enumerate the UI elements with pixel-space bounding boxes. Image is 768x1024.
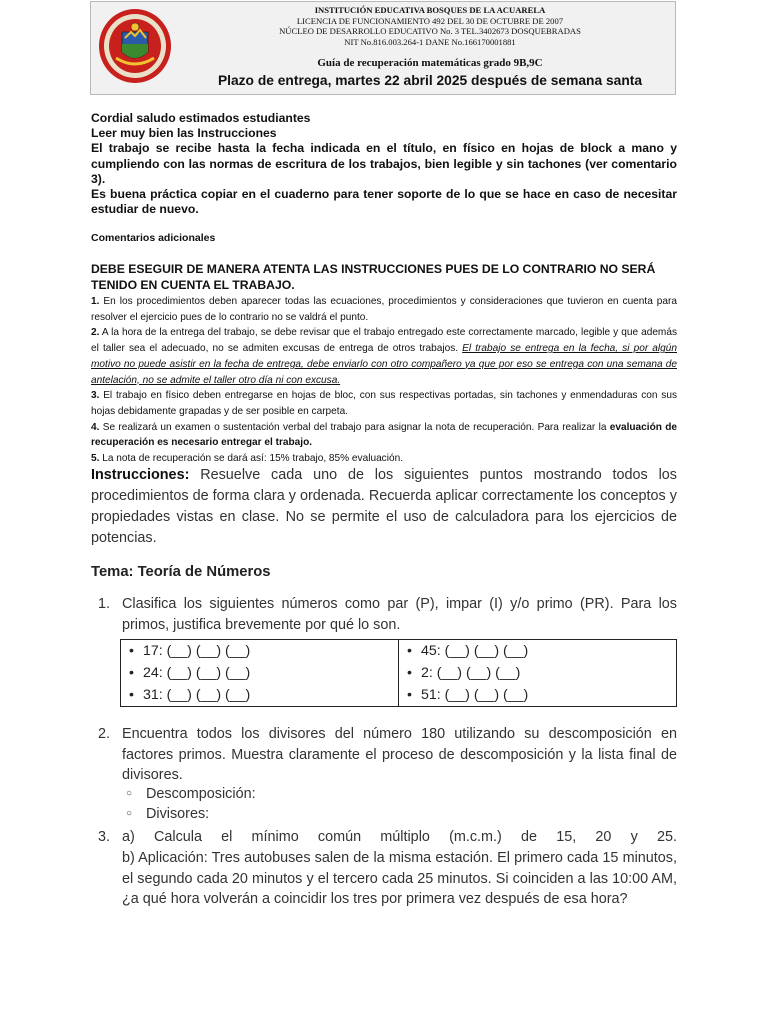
- nit-line: NIT No.816.003.264-1 DANE No.166170001881: [344, 36, 516, 47]
- question-1: [98, 594, 677, 636]
- comment-item: [91, 420, 677, 451]
- list-item: • 45: (__) (__) (__): [407, 643, 529, 659]
- table-column-left: [121, 640, 399, 707]
- guide-title: Guía de recuperación matemáticas grado 9B,9C: [317, 57, 543, 69]
- question-part-b: b) Aplicación: Tres autobuses salen de la misma estación. El primero cada 15 minutos, el segundo cada 20 minutos y el tercero cada 25 minutos. Si coinciden a las 10:00 AM, ¿a qué hora volverán a coincidir los tres por primera vez después de esa hora?: [122, 850, 677, 907]
- instructions-paragraph: [91, 465, 677, 549]
- question-text: Encuentra todos los divisores del número 180 utilizando su descomposición en factores primos. Muestra claramente el proceso de descomposición y la lista final de divisores.: [122, 726, 677, 783]
- warning-text: DEBE ESEGUIR DE MANERA ATENTA LAS INSTRUCCIONES PUES DE LO CONTRARIO NO SERÁ TENIDO EN CUENTA EL TRABAJO.: [91, 262, 656, 292]
- institution-name: INSTITUCIÓN EDUCATIVA BOSQUES DE LA ACUARELA: [314, 5, 546, 15]
- read-instructions: Leer muy bien las Instrucciones: [91, 126, 277, 141]
- delivery-note: El trabajo se recibe hasta la fecha indicada en el título, en físico en hojas de block a mano y cumpliendo con las normas de escritura de los trabajos, bien legible y sin tachones (ver comentario 3).: [91, 141, 677, 186]
- comment-emphasis: El trabajo se entrega en la fecha, si por algún motivo no puede asistir en la fecha de entrega, debe enviarlo con otro compañero ya que por eso se entrega con una semana de antelación, no se admite el taller otro día ni con excusa.: [91, 343, 677, 386]
- sub-item-divisors: ○ Divisores:: [126, 806, 210, 822]
- instructions-text: Resuelve cada uno de los siguientes puntos mostrando todos los procedimientos de forma clara y ordenada. Recuerda aplicar correctamente los conceptos y propiedades vistas en clase. No se permite el uso de calculadora para los ejercicios de potencias.: [91, 467, 677, 546]
- comment-number: 1.: [91, 296, 100, 307]
- list-item: • 17: (__) (__) (__): [129, 643, 251, 659]
- comment-item: [91, 388, 677, 419]
- comment-item: [91, 325, 677, 388]
- comments-title: Comentarios adicionales: [91, 232, 216, 244]
- list-item: • 31: (__) (__) (__): [129, 687, 251, 703]
- intro-section: [91, 111, 677, 217]
- header-box: [90, 1, 676, 95]
- question-number: 1.: [98, 596, 111, 612]
- list-item: • 24: (__) (__) (__): [129, 665, 251, 681]
- practice-note: Es buena práctica copiar en el cuaderno para tener soporte de lo que se hace en caso de necesitar estudiar de nuevo.: [91, 187, 677, 217]
- list-item: • 51: (__) (__) (__): [407, 687, 529, 703]
- deadline-title: Plazo de entrega, martes 22 abril 2025 después de semana santa: [217, 73, 643, 88]
- list-item: • 2: (__) (__) (__): [407, 665, 521, 681]
- question-number: 2.: [98, 726, 111, 742]
- license-line: LICENCIA DE FUNCIONAMIENTO 492 DEL 30 DE OCTUBRE DE 2007: [296, 15, 564, 26]
- question-text: Clasifica los siguientes números como par (P), impar (I) y/o primo (PR). Para los primos, justifica brevemente por qué lo son.: [122, 596, 677, 633]
- topic-heading: Tema: Teoría de Números: [91, 564, 271, 580]
- school-shield-logo: [98, 8, 172, 84]
- comment-text: Se realizará un examen o sustentación verbal del trabajo para asignar la nota de recuperación. Para realizar la: [102, 421, 610, 433]
- comment-text: El trabajo en físico deben entregarse en hojas de bloc, con sus respectivas portadas, sin tachones y enmendaduras con sus hojas debidamente grapadas y de ser posible en carpeta.: [91, 390, 677, 417]
- comment-number: 3.: [91, 390, 100, 402]
- table-column-right: [399, 640, 677, 707]
- comments-list: [91, 294, 677, 467]
- question-2: [98, 724, 677, 788]
- question-part-a: a) Calcula el mínimo común múltiplo (m.c.m.) de 15, 20 y 25.: [122, 829, 677, 845]
- header-text: [186, 5, 674, 47]
- instructions-label: Instrucciones:: [91, 467, 190, 483]
- comment-number: 2.: [91, 327, 100, 339]
- question-3: [98, 827, 677, 931]
- greeting: Cordial saludo estimados estudiantes: [91, 111, 311, 125]
- classification-table: [120, 639, 677, 707]
- comment-number: 4.: [91, 421, 100, 433]
- comment-item: [91, 294, 677, 325]
- nucleus-line: NÚCLEO DE DESARROLLO EDUCATIVO No. 3 TEL.3402673 DOSQUEBRADAS: [279, 26, 581, 37]
- comment-text: La nota de recuperación se dará así: 15% trabajo, 85% evaluación.: [102, 453, 404, 465]
- comment-bold: evaluación de recuperación es necesario entregar el trabajo.: [91, 421, 677, 449]
- comment-text: A la hora de la entrega del trabajo, se debe revisar que el trabajo entregado este correctamente marcado, legible y que además el taller sea el adecuado, no se admiten excusas de entrega de otros trabajos.: [91, 327, 678, 355]
- comment-text: En los procedimientos deben aparecer todas las ecuaciones, procedimientos y consideraciones que tuvieron en cuenta para resolver el ejercicio pues de lo contrario no se valdrá el punto.: [91, 296, 677, 323]
- comment-number: 5.: [91, 453, 100, 465]
- question-number: 3.: [98, 829, 111, 845]
- sub-item-decomposition: ○ Descomposición:: [126, 786, 256, 802]
